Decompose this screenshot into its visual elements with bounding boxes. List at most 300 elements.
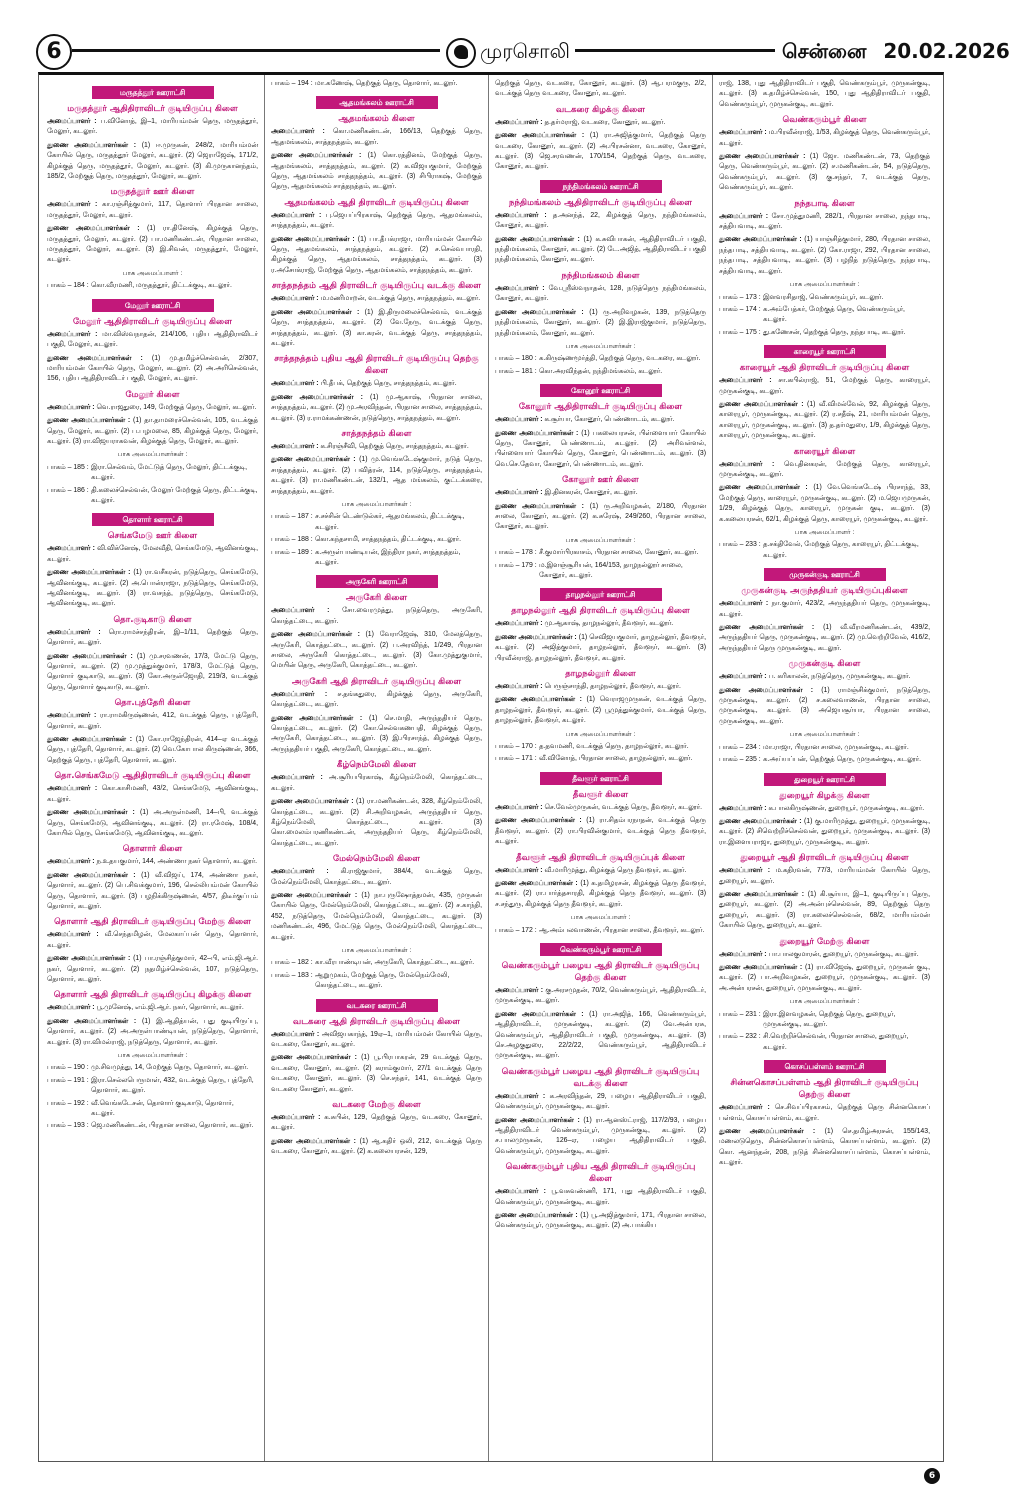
branch-heading: முருகன்குடி கிளை [788, 659, 861, 670]
branch-heading: துறையூர் கிழக்கு கிளை [779, 790, 870, 801]
booth-agent: இரா.செல்வம், மேட்டுத் தெரு, மேலூர், திட்டக்குடி, கடலூர். [91, 463, 247, 482]
role-label: அமைப்பாளர் : [47, 931, 105, 939]
booth-entry [271, 512, 482, 533]
entry-text: வே.ஸ்ரீஸ்வநாதன், 128, நடுத்தெரு நந்திமங்கலம், கோனூர், கடலூர். [495, 284, 706, 303]
appointment-entry [495, 1211, 706, 1232]
role-label: அமைப்பாளர் : [47, 1004, 97, 1012]
entry-text: பி.தீபக், தெற்குத் தெரு, சாத்தநத்தம், கடலூர். [320, 380, 457, 388]
entry-text: பெருஞ்சாந்தி, தாழநல்லூர், தீவளூர், கடலூர். [544, 683, 681, 691]
role-label: அமைப்பாளர் : [719, 129, 769, 137]
branch-heading: செங்கமேடு ஊர் கிளை [107, 531, 198, 542]
appointment-entry [495, 1116, 706, 1158]
booth-number: பாகம் – 185 : [47, 463, 89, 471]
entry-text: இ.தினகரன், கோனூர், கடலூர். [544, 489, 638, 497]
entry-text: (1) ரா.தினேஷ், கிழக்குத் தெரு, மருதத்தூர், மேலூர், கடலூர். (2) பா.மணிகண்டன், பிரதான சாலை, மருதத்தூர், மேலூர், கடலூர். (3) இ.சிவன், மருதத்தூர், மேலூர், கடலூர். [47, 225, 258, 264]
branch-heading: சாத்தநத்தம் புதிய ஆதி திராவிடர் குடியிருப்பு தெற்கு கிளை [274, 354, 479, 377]
role-label: துணை அமைப்பாளர்கள் : [495, 502, 590, 510]
appointment-entry [495, 879, 706, 910]
appointment-entry [271, 308, 482, 350]
entry-text: (1) கோ.ராஜேந்திரன், 414–ஏ வடக்குத் தெரு, புத்தேரி, தொளார், கடலூர். (2) வெ.கோபால கிருஷ்ணன், 366, தெற்குத் தெரு, புத்தேரி, தொளார், கடலூர். [47, 736, 258, 764]
entry-text: கி.ராஜ்குமார், 384/4, வடக்குத் தெரு, மேல்நெம்மேலி, கொத்தட்டை, கடலூர். [271, 868, 482, 886]
appointment-entry [271, 1053, 482, 1095]
booth-number: பாகம் – 193 : [47, 1122, 89, 1130]
appointment-entry [719, 599, 930, 620]
branch-heading: ஆதமங்கலம் கிளை [338, 114, 415, 125]
page-header [0, 0, 1010, 70]
entry-text: மு.ஆகாஷ், தாழநல்லூர், தீவளூர், கடலூர். [544, 620, 674, 628]
appointment-entry [271, 867, 482, 888]
booth-entry [271, 958, 482, 968]
panchayat-banner: தொளார் ஊராட்சி [92, 513, 214, 526]
entry-text: (1) ரா.வசீகரன், நடுத்தெரு, செங்கமேடு, ஆவினங்குடி, கடலூர். (2) அ.பொன்ராஜா, நடுத்தெரு, செங்கமேடு, ஆவினங்குடி, கடலூர். (3) ரா.வசந்த், நடுத்தெரு, செங்கமேடு, ஆவினங்குடி, கடலூர். [47, 569, 258, 608]
role-label: துணை அமைப்பாளர்கள் : [719, 1128, 825, 1136]
appointment-entry [495, 429, 706, 471]
appointment-entry [47, 330, 258, 351]
booth-agent: த.சக்திவேல், மேற்குத் தெரு, காரையூர், திட்டக்குடி, கடலூர். [763, 541, 919, 559]
booth-agent: ம.இளஞ்சூரியன், 164/153, தாழநல்லூர் சாலை, கோனூர், கடலூர். [539, 561, 683, 579]
appointment-entry [719, 804, 930, 814]
entry-text: (1) கு.மாரிமுத்து, துறையூர், முருகன்குடி, கடலூர். (2) சிவெற்றிச்செல்வன், துறையூர், முருகன்குடி, கடலூர். (3) ரா.இளையராஜா, துறையூர், முருகன்குடி, கடலூர். [719, 817, 931, 846]
entry-text: பூ.முனேஷ், எம்.ஜி.ஆர். நகர், தொளார், கடலூர். [96, 1004, 244, 1012]
appointment-entry [495, 488, 706, 498]
role-label: அமைப்பாளர் : [495, 683, 545, 691]
branch-heading: தொளார் கிளை [122, 844, 183, 855]
entry-text: (1) மு.ஆகாஷ், பிரதான சாலை, சாத்தநத்தம், கடலூர். (2) மு.அரவிந்தன், பிரதான சாலை, சாத்தநத்தம், கடலூர். (3) ர.ராமக்கண்ணன், நடுத்தெரு, சாத்தநத்தம், கடலூர். [271, 393, 482, 422]
entry-text: க.சுபின், 129, தெற்குத் தெரு, வடகரை, கோனூர், கடலூர். [271, 1114, 482, 1132]
appointment-entry [47, 808, 258, 839]
branch-heading: மேலூர் ஆதிதிராவிடர் குடியிருப்பு கிளை [73, 316, 232, 327]
booth-number: பாகம் – 175 : [719, 328, 761, 336]
panchayat-banner: நந்திமங்கலம் ஊராட்சி [540, 180, 662, 193]
entry-text: (1) வீ.வீரமணிகண்டன், 439/2, அருந்ததியர் தெரு, முருகன்குடி, கடலூர். (2) மு.வெற்றிவேல், 416/2, அருந்ததியர் தெரு முருகன்குடி, கடலூர். [719, 624, 931, 652]
appointment-entry [719, 817, 930, 848]
role-label: துணை அமைப்பாளர்கள் : [47, 141, 142, 149]
entry-text: மா.விஸ்வநாதன், 214/106, புதிய ஆதிதிராவிடர் பகுதி, மேலூர், கடலூர். [47, 330, 258, 349]
branch-heading: மேல்நெம்மேலி கிளை [333, 854, 420, 865]
role-label: துணை அமைப்பாளர்கள் : [47, 1017, 142, 1025]
section-label: பாக அமைப்பாளர்கள் : [565, 342, 636, 350]
booth-number: பாகம் – 188 : [271, 536, 313, 544]
bird-logo-icon [446, 38, 476, 68]
role-label: அமைப்பாளர் : [495, 803, 545, 811]
appointment-entry [719, 235, 930, 277]
panchayat-banner: கொசப்பள்ளம் ஊராட்சி [764, 1060, 886, 1073]
branch-heading: நந்திமங்கலம் கிளை [561, 270, 640, 281]
appointment-entry [495, 118, 706, 128]
role-label: துணை அமைப்பாளர்கள் : [47, 736, 136, 744]
branch-heading: தொளார் ஆதி திராவிடர் குடியிருப்பு கிழக்கு கிளை [53, 990, 252, 1001]
role-label: துணை அமைப்பாளர்கள் : [271, 308, 365, 316]
booth-entry [719, 328, 930, 338]
branch-heading: தொ.செங்கமேடு ஆதிதிராவிடர் குடியிருப்பு கிளை [54, 771, 251, 782]
role-label: துணை அமைப்பாளர்கள் : [495, 1010, 590, 1018]
booth-number: பாகம் – 183 : [271, 971, 313, 979]
booth-entry [47, 463, 258, 484]
panchayat-banner: வெண்கரும்பூர் ஊராட்சி [540, 943, 662, 956]
role-label: துணை அமைப்பாளர்கள் : [47, 652, 137, 660]
booth-agent: க.அய்யப்பன், தெற்குத் தெரு, முருகன்குடி, கடலூர். [763, 756, 922, 764]
panchayat-banner: ஆதமங்கலம் ஊராட்சி [316, 96, 438, 109]
column-divider [712, 75, 713, 1461]
role-label: அமைப்பாளர் : [719, 804, 769, 812]
column-2 [271, 79, 482, 1455]
booth-entry [719, 293, 930, 303]
appointment-entry [47, 954, 258, 985]
appointment-entry [495, 131, 706, 173]
header-rule-right [575, 49, 775, 52]
booth-number: பாகம் – 184 : [47, 282, 89, 290]
entry-text: (1) தா.தாமரைச்செல்வன், 105, வடக்குத் தெரு, மேலூர், கடலூர். (2) ப.பழமலை, 85, கிழக்குத் தெரு, மேலூர், கடலூர். (3) ரா.விஜயராகவன், கிழக்குத் தெரு, மேலூர், கடலூர். [47, 417, 258, 445]
branch-heading: மருதத்தூர் ஆதிதிராவிடர் குடியிருப்பு கிளை [67, 104, 238, 114]
booth-agent: து.கணேசன், தெற்குத் தெரு, நந்தபாடி, கடலூர். [763, 328, 906, 336]
entry-text: ப.வினோத், இ–1, மாரியம்மன் தெரு, மருதத்தூர், மேலூர், கடலூர். [47, 118, 258, 136]
content-frame [38, 72, 944, 1462]
section-label: பாக அமைப்பாளர்கள் : [341, 500, 412, 508]
booth-number: பாகம் – 170 : [495, 743, 537, 751]
role-label: அமைப்பாளர் : [271, 380, 321, 388]
column-divider [488, 75, 489, 1461]
branch-heading: ஆதமங்கலம் ஆதி திராவிடர் குடியிருப்பு கிளை [284, 197, 469, 208]
booth-agent: வீ.வினோத், பிரதான சாலை, தாழநல்லூர், கடலூர். [539, 755, 693, 763]
appointment-entry [47, 416, 258, 447]
booth-entry [47, 1099, 258, 1120]
appointment-entry [47, 568, 258, 610]
branch-heading: மேலூர் கிளை [125, 389, 180, 400]
booth-number: பாகம் – 186 : [47, 486, 89, 494]
appointment-entry [719, 686, 930, 728]
appointment-entry [47, 857, 258, 867]
appointment-entry [495, 415, 706, 425]
appointment-entry [719, 79, 930, 110]
role-label: அமைப்பாளர் : [271, 774, 329, 782]
appointment-entry [271, 211, 482, 232]
section-label: பாக அமைப்பாளர்கள் : [565, 730, 636, 738]
appointment-entry [47, 930, 258, 951]
role-label: துணை அமைப்பாளர்கள் : [719, 817, 804, 825]
booth-number: பாகம் – 172 : [495, 926, 537, 934]
entry-text: (1) ரா.அஜித், 166, வெண்கரும்பூர், ஆதிதிராவிடர், முருகன்குடி, கடலூர். (2) வே.அன்பரசு, வெண்கரும்பூர், ஆதிதிராவிடர் பகுதி, முருகன்குடி, கடலூர். (3) செ.அழகுதுரை, 22/2/22, வெண்கரும்பூர், ஆதிதிராவிடர் முருகன்குடி, கடலூர். [495, 1010, 707, 1060]
booth-number: பாகம் – 178 : [495, 549, 537, 557]
role-label: அமைப்பாளர் : [495, 284, 549, 292]
appointment-entry [271, 1137, 482, 1158]
appointment-entry [495, 1092, 706, 1113]
appointment-entry [719, 623, 930, 654]
role-label: அமைப்பாளர் : [719, 600, 772, 608]
appointment-entry [271, 455, 482, 497]
role-label: அமைப்பாளர் : [47, 712, 100, 720]
entry-text: (1) ரா.அஜித்குமார், தெற்குத் தெரு வடகரை, கோனூர், கடலூர். (2) அ.பிரசன்னா, வடகரை, கோனூர், கடலூர். (3) ஜெ.சரவணன், 170/154, தெற்குத் தெரு, வடகரை, கோனூர், கடலூர். [495, 132, 706, 171]
entry-text: தெற்குத் தெரு, வடகரை, கோனூர், கடலூர். (3) ஆ.பரமகுரு, 2/2, வடக்குத் தெரு வடகரை, கோனூர், கடலூர். [495, 80, 706, 98]
booth-agent: மு.சிவமுத்து, 14, மேற்குத் தெரு, தொளார், கடலூர். [91, 1064, 249, 1072]
role-label: துணை அமைப்பாளர்கள் : [271, 393, 371, 401]
issue-date: 20.02.2026 [883, 39, 1010, 63]
booth-number: பாகம் – 182 : [271, 959, 313, 967]
booth-agent: க.கிருஷ்ணமூர்த்தி, தெற்குத் தெரு, வடகரை, கடலூர். [539, 355, 701, 363]
role-label: துணை அமைப்பாளர்கள் : [271, 235, 358, 243]
role-label: துணை அமைப்பாளர்கள் : [47, 225, 147, 233]
branch-heading: கீழ்நெம்மேலி கிளை [336, 760, 417, 771]
appointment-entry [47, 141, 258, 183]
booth-number: பாகம் – 235 : [719, 756, 761, 764]
entry-text: (1) இ.திருமலைச்செல்வம், வடக்குத் தெரு, சாத்தநத்தம், கடலூர். (2) வே.நேரு, வடக்குத் தெரு, சாத்தநத்தம், கடலூர். (3) கா.கரன், வடக்குத் தெரு, சாத்தநத்தம், கடலூர். [271, 308, 482, 347]
branch-heading: அருகேரி கிளை [345, 593, 408, 604]
booth-agent: கொ.வீரமணி, மருதத்தூர், திட்டக்குடி, கடலூர். [91, 282, 232, 290]
branch-heading: தொ.குடிகாடு கிளை [113, 614, 192, 625]
entry-text: செ.வேல்முருகன், வடக்குத் தெரு, தீவளூர், கடலூர். [544, 803, 703, 811]
entry-text: த.அனந்த், 22, கிழக்குத் தெரு, நந்திமங்கலம், கோனூர், கடலூர். [495, 211, 706, 230]
role-label: துணை அமைப்பாளர்கள் : [495, 132, 590, 140]
appointment-entry [719, 963, 930, 994]
appointment-entry [47, 200, 258, 221]
role-label: அமைப்பாளர் : [719, 460, 784, 468]
entry-text: (1) அ.அருள்மணி, 14–பி, வடக்குத் தெரு, செங்கமேடு, ஆவினங்குடி, கடலூர். (2) ரா.ரமேஷ், 108/4, கோயில் தெரு, செங்கமேடு, ஆவினங்குடி, கடலூர். [47, 809, 258, 837]
branch-heading: வெண்கரும்பூர் புதிய ஆதி திராவிடர் குடியிருப்பு கிளை [505, 1162, 696, 1185]
appointment-entry [47, 871, 258, 913]
role-label: அமைப்பாளர் : [495, 866, 545, 874]
role-label: அமைப்பாளர் : [719, 377, 779, 385]
appointment-entry [495, 633, 706, 664]
role-label: அமைப்பாளர் : [47, 858, 97, 866]
booth-agent: வீ.வெங்கடேசன், தொளார் குடிகாடு, தொளார், கடலூர். [91, 1099, 234, 1118]
role-label: அமைப்பாளர் : [495, 118, 545, 126]
entry-text: கொ.காசிமணி, 43/2, செங்கமேடு, ஆவினங்குடி, கடலூர். [47, 785, 258, 803]
appointment-entry [47, 1003, 258, 1013]
section-label: பாக அமைப்பாளர்கள் : [117, 1052, 188, 1059]
appointment-entry [271, 690, 482, 711]
booth-entry [495, 548, 706, 558]
appointment-entry [271, 630, 482, 672]
appointment-entry [495, 682, 706, 692]
branch-heading: கோனூர் ஊர் கிளை [562, 475, 639, 486]
entry-text: வெ.தினகரன், மேற்குத் தெரு, காரையூர், முருகன்குடி, கடலூர். [719, 460, 930, 478]
booth-number: பாகம் – 233 : [719, 541, 761, 549]
entry-text: (1) இ.ஆதித்யன், புது குடியிருப்பு, தொளார், கடலூர். (2) அ.அருள்பாண்டியன், நடுத்தெரு, தொளார், கடலூர். (3) ரா.விமல்ராஜ், நடுத்தெரு, தொளார், கடலூர். [47, 1017, 259, 1046]
appointment-entry [719, 672, 930, 682]
role-label: அமைப்பாளர் : [47, 201, 102, 209]
role-label: துணை அமைப்பாளர்கள் : [495, 308, 590, 316]
branch-heading: சாத்தநத்தம் ஆதி திராவிடர் குடியிருப்பு வடக்கு கிளை [271, 281, 482, 292]
role-label: துணை அமைப்பாளர்கள் : [719, 484, 814, 492]
booth-entry [47, 281, 258, 291]
booth-number: பாகம் – 190 : [47, 1064, 89, 1072]
entry-text: ம.கதிரவன், 77/3, மாரியம்மன் கோயில் தெரு, துறையூர், கடலூர். [719, 867, 930, 885]
appointment-entry [271, 1113, 482, 1134]
role-label: துணை அமைப்பாளர்கள் : [719, 686, 822, 694]
appointment-entry [47, 784, 258, 805]
city-name: சென்னை [782, 39, 867, 63]
appointment-entry [271, 797, 482, 849]
branch-heading: சின்னகொசப்பள்ளம் ஆதி திராவிடர் குடியிருப்பு தெற்கு கிளை [730, 1078, 919, 1101]
entry-text: கு.அரசமுதன், 70/2, வெண்கரும்பூர், ஆதிதிராவிடர், முருகன்குடி, கடலூர். [495, 986, 706, 1005]
booth-agent: ஜெ.மணிகண்டன், பிரதான சாலை, தொளார், கடலூர். [91, 1122, 254, 1130]
entry-text: (1) பூ.பிரபாகரன், 29 வடக்குத் தெரு, வடகரை, கோனூர், கடலூர். (2) கராம்குமார், 27/1 வடக்குத் தெரு வடகரை, கோனூர், கடலூர். (3) செ.சந்தர், 141, வடக்குத் தெரு வடகரை கோனூர், கடலூர். [271, 1054, 482, 1093]
entry-text: ம.பிரவீன்ராஜ், 1/53, கிழக்குத் தெரு, வெண்கரும்பூர், கடலூர். [719, 129, 930, 147]
entry-text: (1) ரு.அறிவழகன், 139, நடுத்தெரு நந்திமங்கலம், கோனூர், கடலூர். (2) இ.இராஜ்குமார், நடுத்தெரு, நந்திமங்கலம், கோனூர், கடலூர். [495, 308, 707, 337]
entry-text: (1) கி.சூர்யா, இ–1, குடியிருப்பு தெரு, துறையூர், கடலூர். (2) அ.அன்புச்செல்வன், 89, தெற்குத் தெரு துறையூர், கடலூர். (3) ரா.கலைச்செல்வன், 68/2, மாரியம்மன் கோயில் தெரு, துறையூர், கடலூர். [719, 890, 930, 930]
entry-text: (1) வே.வெங்கடேஷ் பிரசாந்த், 33, மேற்குத் தெரு, காரையூர், முருகன்குடி, கடலூர். (2) ம.ஜெயமுருகன், 1/29, கிழக்குத் தெரு, காரையூர், முருகன் குடி, கடலூர். (3) க.கலையரசன், 62/1, கிழக்குத் தெரு, காரையூர், முருகன்குடி, கடலூர். [719, 484, 931, 523]
booth-number: பாகம் – 231 : [719, 1010, 761, 1018]
entry-text: சா.கபில்ராஜ், 51, மேற்குத் தெரு, காரையூர், முருகன்குடி, கடலூர். [719, 377, 930, 395]
entry-text: பா.பாலகுமாரன், துறையூர், முருகன்குடி, கடலூர். [768, 950, 919, 958]
booth-entry [719, 755, 930, 765]
appointment-entry [271, 714, 482, 756]
role-label: அமைப்பாளர் : [495, 620, 545, 628]
entry-text: சோ.முத்துமணி, 282/1, பிரதான சாலை, நந்தபாடி, சத்தியவாடி, கடலூர். [719, 212, 930, 231]
entry-text: க.சிரஞ்சீவி, தெற்குத் தெரு, சாத்தநத்தம், கடலூர். [320, 442, 469, 450]
entry-text: வி.விக்னேஷ், மேலவீதி, செங்கமேடு, ஆவினங்குடி, கடலூர். [47, 545, 258, 563]
role-label: அமைப்பாளர் : [47, 628, 109, 636]
role-label: அமைப்பாளர் : [495, 489, 545, 497]
booth-number: பாகம் – 191 : [47, 1076, 89, 1084]
role-label: துணை அமைப்பாளர்கள் : [271, 631, 366, 639]
booth-number: பாகம் – 189 : [271, 548, 313, 556]
entry-text: (1) கொ.ரத்தினம், மேற்குத் தெரு, ஆதமங்கலம், சாத்தநத்தம், கடலூர். (2) க.விஜயகுமார், மேற்குத் தெரு, ஆதமங்கலம் சாத்தநத்தம், கடலூர். (3) சிபிராகஷ், மேற்குத் தெரு, ஆதமங்கலம் சாத்தநத்தம், கடலூர். [271, 152, 482, 191]
appointment-entry [495, 1010, 706, 1062]
entry-text: (1) ரா.விஜேஷ், துறையூர், முருகன் குடி, கடலூர். (2) பா.அறிவழகன், துறையூர், முருகன்குடி, கடலூர். (3) அ.அன்பரசன், துறையூர், முருகன்குடி, கடலூர். [719, 963, 930, 992]
entry-text: (1) நா.புருஷோத்தமன், 435, முருகன் கோயில் தெரு, மேல்நெம்மேலி, கொத்தட்டை, கடலூர். (2) ச.காந்தி, 452, நடுத்தெரு, மேல்நெம்மேலி, கொத்தட்டை, கடலூர். (3) மணிகண்டன், 496, மேட்டுத் தெரு, மேல்நெம்மேலி, கொத்தட்டை, கடலூர். [271, 891, 482, 941]
appointment-entry [495, 619, 706, 629]
role-label: துணை அமைப்பாளர்கள் : [719, 963, 806, 971]
role-label: துணை அமைப்பாளர்கள் : [495, 1212, 581, 1220]
branch-heading: துறையூர் மேற்கு கிளை [779, 936, 870, 947]
appointment-entry [719, 152, 930, 194]
booth-number: பாகம் – 187 : [271, 513, 313, 521]
entry-text: க.சூர்யா, கோனூர், பெண்ணாடம், கடலூர். [544, 416, 675, 424]
panchayat-banner: வடகரை ஊராட்சி [316, 999, 438, 1012]
entry-text: பூ.வசுவண்ணி, 171, புது ஆதிதிராவிடர் பகுதி, வெண்கரும்பூர், முருகன்குடி, கடலூர். [495, 1188, 706, 1206]
appointment-entry [47, 735, 258, 766]
role-label: அமைப்பாளர் : [719, 212, 772, 220]
booth-agent: தி.கலைச்செல்வன், மேலூர் மேற்குத் தெரு, திட்டக்குடி, கடலூர். [91, 486, 258, 504]
branch-heading: தாழநல்லூர் ஆதி திராவிடர் குடியிருப்பு கிளை [511, 606, 690, 617]
appointment-entry [719, 400, 930, 442]
appointment-entry [495, 284, 706, 305]
entry-text: கொ.மணிகண்டன், 166/13, தெற்குத் தெரு, ஆதமங்கலம், சாத்தநத்தம், கடலூர். [271, 128, 482, 146]
booth-entry [47, 1121, 258, 1131]
entry-text: செ.சிவப்பிரகாசம், தெற்குத் தெரு சின்னகொசப் பள்ளம், கொசப்பள்ளம், கடலூர். [719, 1104, 930, 1122]
role-label: அமைப்பாளர் : [719, 673, 769, 681]
role-label: துணை அமைப்பாளர்கள் : [719, 153, 810, 161]
appointment-entry [719, 866, 930, 887]
entry-text: ச.தங்கதுரை, கிழக்குத் தெரு, அருகேரி, கொத்தட்டை, கடலூர். [271, 690, 482, 709]
role-label: அமைப்பாளர் : [47, 118, 101, 125]
role-label: அமைப்பாளர் : [495, 986, 546, 994]
booth-entry [271, 535, 482, 545]
role-label: துணை அமைப்பாளர்கள் : [719, 236, 805, 244]
panchayat-banner: தீவளூர் ஊராட்சி [540, 772, 662, 785]
entry-text: (1) பகலையரசன், பிள்ளையார் கோயில் தெரு, கோனூர், பெண்ணாடம், கடலூர். (2) அரிவள்ளல், பிள்ளையார் கோயில் தெரு, கோனூர், பெண்ணாடம், கடலூர். (3) வெ.செ.தேவா, கோனூர், பெண்ணாடம், கடலூர். [495, 429, 706, 468]
appointment-entry [719, 212, 930, 233]
role-label: அமைப்பாளர் : [271, 1030, 322, 1038]
entry-text: (1) வீ.விஜய், 174, அண்ணா நகர், தொளார், கடலூர். (2) பெ.சிவக்குமார், 196, செல்லியம்மன் கோயில் தெரு, தொளார், கடலூர். (3) பழநிக்கிருஷ்ணன், 4/57, திடீர்குப்பம் தொளார், கடலூர். [47, 871, 258, 910]
branch-heading: காரையூர் கிளை [793, 446, 856, 457]
appointment-entry [719, 128, 930, 149]
booth-number: பாகம் – 192 : [47, 1099, 89, 1107]
entry-text: (1) ஜோ. மணிகண்டன், 73, தெற்குத் தெரு, வெண்கரும்பூர், கடலூர். (2) ச.மணிகண்டன், 54, நடுத்தெரு, வெண்கரும்பூர், கடலூர். (3) கு.சந்தர், 7, வடக்குத் தெரு, வெண்கரும்பூர், கடலூர். [719, 153, 930, 192]
entry-text: அ.சூரியபிரகாஷ், கீழ்நெம்மேலி, கொத்தட்டை, கடலூர். [271, 774, 482, 792]
branch-heading: கோனூர் ஆதிதிராவிடர் குடியிருப்பு கிளை [518, 402, 683, 413]
column-4 [719, 79, 930, 1455]
section-label: பாக அமைப்பாளர் : [570, 914, 631, 922]
entry-text: பு.ஜெயப்பிரகாஷ், தெற்குத் தெரு, ஆதமங்கலம், சாத்தநத்தம், கடலூர். [271, 211, 482, 230]
appointment-entry [495, 816, 706, 847]
footer-page-number: 6 [924, 1468, 940, 1484]
booth-entry [271, 79, 482, 89]
role-label: அமைப்பாளர் : [271, 211, 326, 219]
booth-agent: இளவரசிதாஜ், வெண்கரும்பூர், கடலூர். [763, 293, 884, 301]
branch-heading: வெண்கரும்பூர் கிளை [782, 115, 867, 126]
booth-agent: கா.வீரபாண்டியன், அருகேரி, கொத்தட்டை, கடலூர். [315, 959, 475, 967]
role-label: துணை அமைப்பாளர்கள் : [719, 400, 808, 408]
role-label: அமைப்பாளர் : [271, 442, 321, 450]
booth-number: பாகம் – 180 : [495, 355, 537, 363]
booth-entry [495, 354, 706, 364]
entry-text: ம.மணிமாறன், வடக்குத் தெரு, சாத்தநத்தம், கடலூர். [320, 295, 481, 303]
booth-number: பாகம் – 173 : [719, 293, 761, 301]
booth-number: பாகம் – 174 : [719, 305, 761, 313]
branch-heading: தொ.புத்தேரி கிளை [114, 698, 191, 709]
appointment-entry [47, 652, 258, 694]
branch-heading: துறையூர் ஆதி திராவிடர் குடியிருப்பு கிளை [740, 853, 909, 864]
appointment-entry [495, 502, 706, 533]
branch-heading: வெண்கரும்பூர் பழைய ஆதி திராவிடர் குடியிருப்பு வடக்கு கிளை [501, 1066, 700, 1089]
entry-text: ப. கரிகாலன், நடுத்தெரு, முருகன்குடி, கடலூர். [768, 673, 911, 681]
entry-text: (1) ரா.சிதம்பரநாதன், வடக்குத் தெரு தீவளூர், கடலூர். (2) ரா.பிரவின்குமார், வடக்குத் தெரு தீவளூர், கடலூர். [495, 817, 706, 846]
role-label: அமைப்பாளர் : [719, 1104, 775, 1112]
branch-heading: வடகரை மேற்கு கிளை [332, 1100, 421, 1111]
appointment-entry [719, 460, 930, 481]
appointment-entry [271, 773, 482, 794]
appointment-entry [271, 127, 482, 148]
branch-heading: வெண்கரும்பூர் பழைய ஆதி திராவிடர் குடியிருப்பு தெற்கு கிளை [501, 960, 700, 983]
panchayat-banner: அருகேரி ஊராட்சி [316, 575, 438, 588]
entry-text: (1) ரா.மணிகண்டன், 328, கீழ்நெம்மேலி, கொத்தட்டை, கடலூர். (2) சி.அறிவழகன், அருந்ததியர் தெரு, கீழ்நெம்மேலி, கொத்தட்டை, கடலூர். (3) கொ.மைலம்பரணிகண்டன், அருந்ததியர் தெரு, கீழ்நெம்மேலி, கொத்தட்டை, கடலூர். [271, 798, 482, 847]
role-label: துணை அமைப்பாளர்கள் : [719, 890, 808, 898]
entry-text: (1) மு.வெங்கடேஷ்குமார், நடுத் தெரு, சாத்தநத்தம், கடலூர். (2) பவித்ரன், 114, நடுத்தெரு, சாத்தநத்தம், கடலூர். (3) ரா.மணிகண்டன், 132/1, ஆத மங்கலம், குட்டக்கரை, சாத்தநத்தம், கடலூர். [271, 456, 482, 495]
appointment-entry [495, 211, 706, 232]
entry-text: ரா.ராமகிருஷ்ணன், 412, வடக்குத் தெரு, புத்தேரி, தொளார், கடலூர். [47, 712, 258, 730]
appointment-entry [47, 544, 258, 565]
entry-text: (1) பா.ரஞ்சித்குமார், 42–பி, எம்.ஜி.ஆர். நகர், தொளார், கடலூர். (2) நதமிழ்ச்செல்வன், 107, நடுத்தெரு, தொளார், கடலூர். [47, 955, 258, 983]
booth-entry [719, 743, 930, 753]
panchayat-banner: மருதத்தூர் ஊராட்சி [92, 86, 214, 99]
role-label: துணை அமைப்பாளர்கள் : [495, 879, 581, 887]
entry-text: (1) ஈ.முருகன், 248/2, மாரியம்மன் கோயில் தெரு, மருதத்தூர் மேலூர், கடலூர். (2) ஜெராஜேஷ், 171/2, கிழக்குத் தெரு, மருதத்தூர், மேலூர், கடலூர். (3) கி.முருகானந்தம், 185/2, மேற்குத் தெரு, மருதத்தூர், மேலூர், கடலூர். [47, 141, 258, 181]
appointment-entry [271, 1030, 482, 1051]
appointment-entry [495, 308, 706, 339]
branch-heading: தொளார் ஆதி திராவிடர் குடியிருப்பு மேற்கு கிளை [54, 917, 251, 928]
appointment-entry [47, 354, 258, 385]
section-label: பாக அமைப்பாளர் : [122, 269, 183, 277]
booth-entry [47, 1076, 258, 1097]
entry-text: (1) யாஞ்சித்குமார், 280, பிரதான சாலை, நந்தபாடி, சத்தியவாடி, கடலூர். (2) கோ.ராஜா, 292, பிரதான சாலை, நந்தபாடி, சத்தியவாடி, கடலூர். (3) பழநித் நடுத்தெரு, நந்தபாடி, சத்தியவாடி, கடலூர். [719, 236, 930, 275]
booth-agent: சீ.குமார்பிரகாசம், பிரதான சாலை, கோனூர், கடலூர். [539, 549, 699, 557]
entry-text: த.தர்மராஜ், வடகரை, கோனூர், கடலூர். [544, 118, 666, 126]
role-label: துணை அமைப்பாளர்கள் : [719, 624, 824, 632]
column-1 [47, 79, 258, 1455]
role-label: துணை அமைப்பாளர்கள் : [495, 633, 579, 641]
booth-entry [495, 926, 706, 936]
entry-text: (1) செவிஜயகுமார், தாழநல்லூர், தீவளூர், கடலூர். (2) அஜித்குமார், தாழநல்லூர், தீவளூர், கடலூர். (3) பிரவீன்ராஜ், தாழநல்லூர், தீவளூர், கடலூர். [495, 633, 706, 662]
panchayat-banner: கோனூர் ஊராட்சி [540, 384, 662, 397]
branch-heading: முருகன்குடி அருந்ததியர் குடியிருப்புகிளை [741, 586, 908, 597]
appointment-entry [719, 1103, 930, 1124]
role-label: துணை அமைப்பாளர்கள் : [495, 429, 582, 437]
entry-text: (1) பா.தீபக்ராஜா, மாரியம்மன் கோயில் தெரு, ஆதமங்கலம், சாத்தநத்தம், கடலூர். (2) ச.செல்வபாரதி, கிழக்குத் தெரு, ஆதமங்கலம், சாத்தநத்தம், கடலூர். (3) ர.அசோக்ராஜ், மேற்குத் தெரு, ஆதமங்கலம், சாத்தநத்தம், கடலூர். [271, 235, 482, 274]
panchayat-banner: காரையூர் ஊராட்சி [764, 345, 886, 358]
appointment-entry [495, 1187, 706, 1208]
role-label: அமைப்பாளர் : [719, 867, 776, 875]
